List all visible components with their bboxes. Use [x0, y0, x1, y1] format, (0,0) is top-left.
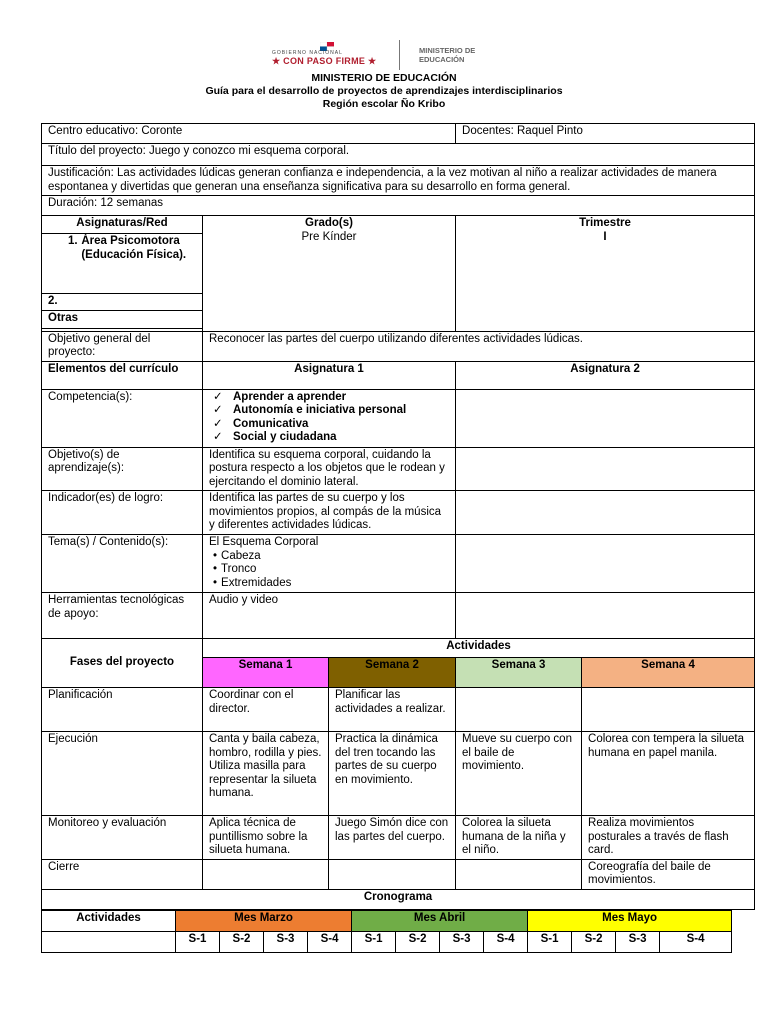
- fase-name: Ejecución: [42, 732, 203, 816]
- competencias-list: [209, 391, 449, 445]
- cronograma-blank: [42, 932, 176, 953]
- herramientas-label: Herramientas tecnológicas de apoyo:: [42, 593, 203, 639]
- week-cell: S-3: [440, 932, 484, 953]
- week-cell: S-4: [660, 932, 732, 953]
- logo: [268, 40, 508, 74]
- asignatura-2-header: Asignatura 2: [456, 361, 755, 389]
- competencia-item: ✓ Autonomía e iniciativa personal: [233, 404, 449, 418]
- justificacion: Justificación: Las actividades lúdicas generan confianza e independencia, a la vez motivan al niño a realizar actividades de manera espontanea y divertidas que generan una enseñanza significativa para su desarrollo en forma general.: [42, 166, 755, 196]
- fase-name: Monitoreo y evaluación: [42, 816, 203, 860]
- indicador-label: Indicador(es) de logro:: [42, 491, 203, 535]
- week-cell: S-4: [484, 932, 528, 953]
- semana-2-header: Semana 2: [329, 658, 456, 688]
- fase-name: Planificación: [42, 688, 203, 732]
- mes-mayo: Mes Mayo: [528, 911, 732, 932]
- cronograma-title: Cronograma: [42, 889, 755, 909]
- week-cell: S-4: [308, 932, 352, 953]
- tema-cell: [203, 535, 456, 593]
- fase-cell: [456, 688, 582, 732]
- fase-cell: [582, 688, 755, 732]
- fase-cell: [456, 859, 582, 889]
- grado-label: Grado(s): [305, 217, 353, 229]
- fase-cell: Colorea con tempera la silueta humana en papel manila.: [582, 732, 755, 816]
- fase-cell: Coordinar con el director.: [203, 688, 329, 732]
- fase-cell: [203, 859, 329, 889]
- ministerio-logo-text: MINISTERIO DE EDUCACIÓN: [419, 46, 476, 64]
- week-cell: S-3: [264, 932, 308, 953]
- asignatura-text: Área Psicomotora (Educación Física).: [81, 235, 187, 261]
- grado-cell: [203, 216, 456, 332]
- trimestre-label: Trimestre: [579, 217, 631, 229]
- document-title: MINISTERIO DE EDUCACIÓN: [311, 72, 457, 84]
- logo-divider: [399, 40, 400, 70]
- indicador-asig2: [456, 491, 755, 535]
- temas-list: [209, 550, 449, 591]
- fases-label: Fases del proyecto: [42, 639, 203, 688]
- fase-cell: [329, 859, 456, 889]
- semana-3-header: Semana 3: [456, 658, 582, 688]
- trimestre-value: I: [603, 230, 607, 243]
- cronograma-table: [41, 910, 732, 953]
- competencias-asig2: [456, 389, 755, 447]
- competencia-item: ✓ Comunicativa: [233, 418, 449, 432]
- actividades-title: Actividades: [203, 639, 755, 658]
- fase-cell: Aplica técnica de puntillismo sobre la silueta humana.: [203, 816, 329, 860]
- trimestre-cell: [456, 216, 755, 332]
- fase-cell: Mueve su cuerpo con el baile de movimiento.: [456, 732, 582, 816]
- tema-label: Tema(s) / Contenido(s):: [42, 535, 203, 593]
- document-subtitle: Guía para el desarrollo de proyectos de aprendizajes interdisciplinarios: [205, 85, 563, 97]
- week-cell: S-2: [220, 932, 264, 953]
- fase-cell: Colorea la silueta humana de la niña y el niño.: [456, 816, 582, 860]
- objetivo-aprendizaje-label: Objetivo(s) de aprendizaje(s):: [42, 447, 203, 491]
- fase-name: Cierre: [42, 859, 203, 889]
- semana-1-header: Semana 1: [203, 658, 329, 688]
- lema-text: ★ CON PASO FIRME ★: [272, 56, 377, 66]
- duracion: Duración: 12 semanas: [42, 196, 755, 216]
- tema-item: • Tronco: [213, 563, 449, 577]
- fase-cell: Juego Simón dice con las partes del cuerpo.: [329, 816, 456, 860]
- asignatura-item-1: [42, 234, 203, 294]
- tema-asig2: [456, 535, 755, 593]
- competencia-item: ✓ Social y ciudadana: [233, 431, 449, 445]
- herramientas-asig2: [456, 593, 755, 639]
- asignaturas-header: Asignaturas/Red: [42, 216, 203, 234]
- docentes: Docentes: Raquel Pinto: [456, 124, 755, 144]
- week-cell: S-2: [396, 932, 440, 953]
- asignatura-1-header: Asignatura 1: [203, 361, 456, 389]
- week-cell: S-2: [572, 932, 616, 953]
- asignatura-item-2: 2.: [42, 294, 203, 311]
- week-cell: S-1: [352, 932, 396, 953]
- tema-item: • Cabeza: [213, 550, 449, 564]
- competencias-cell: [203, 389, 456, 447]
- herramientas-value: Audio y video: [203, 593, 456, 639]
- cronograma-actividades-label: Actividades: [42, 911, 176, 932]
- week-cell: S-3: [616, 932, 660, 953]
- titulo-proyecto: Título del proyecto: Juego y conozco mi esquema corporal.: [42, 144, 755, 166]
- objetivo-general-value: Reconocer las partes del cuerpo utilizando diferentes actividades lúdicas.: [203, 331, 755, 361]
- region-text: Región escolar Ño Kribo: [322, 98, 446, 110]
- week-cell: S-1: [176, 932, 220, 953]
- objetivo-general-label: Objetivo general del proyecto:: [42, 331, 203, 361]
- project-table: [41, 123, 755, 910]
- semana-4-header: Semana 4: [582, 658, 755, 688]
- fase-cell: Planificar las actividades a realizar.: [329, 688, 456, 732]
- fase-cell: Realiza movimientos posturales a través de flash card.: [582, 816, 755, 860]
- objetivo-aprendizaje-value: Identifica su esquema corporal, cuidando la postura respecto a los objetos que le rodean y ejercitando el dominio lateral.: [203, 447, 456, 491]
- fase-cell: Coreografía del baile de movimientos.: [582, 859, 755, 889]
- fase-cell: Canta y baila cabeza, hombro, rodilla y pies. Utiliza masilla para representar la silueta humana.: [203, 732, 329, 816]
- curriculo-label: Elementos del currículo: [42, 361, 203, 389]
- tema-item: • Extremidades: [213, 577, 449, 591]
- asignatura-number: 1.: [68, 235, 78, 247]
- mes-marzo: Mes Marzo: [176, 911, 352, 932]
- grado-value: Pre Kínder: [301, 230, 357, 243]
- objetivo-aprendizaje-asig2: [456, 447, 755, 491]
- fase-cell: Practica la dinámica del tren tocando las partes de su cuerpo en movimiento.: [329, 732, 456, 816]
- centro-educativo: Centro educativo: Coronte: [42, 124, 456, 144]
- week-cell: S-1: [528, 932, 572, 953]
- competencia-item: ✓ Aprender a aprender: [233, 391, 449, 405]
- competencia-label: Competencia(s):: [42, 389, 203, 447]
- tema-title: El Esquema Corporal: [209, 536, 319, 548]
- otras-label: Otras: [42, 310, 203, 328]
- indicador-value: Identifica las partes de su cuerpo y los movimientos propios, al compás de la música y diferentes actividades lúdicas.: [203, 491, 456, 535]
- gobierno-text: GOBIERNO NACIONAL: [272, 50, 343, 56]
- mes-abril: Mes Abril: [352, 911, 528, 932]
